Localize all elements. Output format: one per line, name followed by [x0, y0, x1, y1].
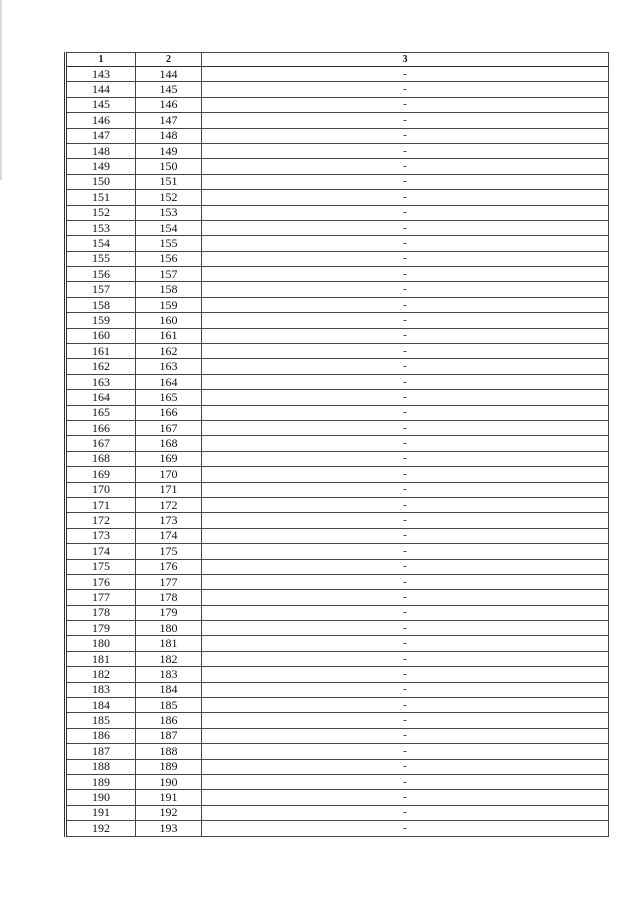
- table-row: [66, 344, 609, 359]
- table-row: [66, 374, 609, 389]
- table-row: [66, 328, 609, 343]
- table-cell-col-2: 169: [136, 451, 202, 466]
- table-cell-col-3: -: [202, 651, 609, 666]
- table-row: [66, 482, 609, 497]
- table-cell-col-1: 170: [66, 482, 136, 497]
- table-cell-col-2: 168: [136, 436, 202, 451]
- table-cell-col-1: 156: [66, 267, 136, 282]
- table-cell-col-3: -: [202, 328, 609, 343]
- table-cell-col-2: 155: [136, 236, 202, 251]
- table-cell-col-2: 190: [136, 774, 202, 789]
- table-cell-col-3: -: [202, 282, 609, 297]
- table-cell-col-2: 180: [136, 621, 202, 636]
- table-row: [66, 528, 609, 543]
- table-row: [66, 513, 609, 528]
- table-cell-col-3: -: [202, 805, 609, 820]
- table-row: [66, 574, 609, 589]
- table-cell-col-1: 166: [66, 420, 136, 435]
- table-cell-col-1: 165: [66, 405, 136, 420]
- table-cell-col-1: 183: [66, 682, 136, 697]
- table-cell-col-2: 145: [136, 82, 202, 97]
- table-row: [66, 559, 609, 574]
- table-cell-col-1: 155: [66, 251, 136, 266]
- table-cell-col-1: 153: [66, 220, 136, 235]
- table-cell-col-1: 152: [66, 205, 136, 220]
- table-body: [66, 67, 609, 837]
- table-row: [66, 97, 609, 112]
- table-cell-col-1: 175: [66, 559, 136, 574]
- table-cell-col-1: 179: [66, 621, 136, 636]
- table-cell-col-1: 150: [66, 174, 136, 189]
- table-cell-col-1: 169: [66, 467, 136, 482]
- table-cell-col-3: -: [202, 574, 609, 589]
- table-cell-col-2: 164: [136, 374, 202, 389]
- table-cell-col-3: -: [202, 605, 609, 620]
- table-row: [66, 190, 609, 205]
- table-row: [66, 420, 609, 435]
- table-row: [66, 451, 609, 466]
- table-cell-col-1: 187: [66, 744, 136, 759]
- table-cell-col-3: -: [202, 497, 609, 512]
- table-row: [66, 605, 609, 620]
- table-cell-col-1: 168: [66, 451, 136, 466]
- table-cell-col-2: 165: [136, 390, 202, 405]
- table-cell-col-2: 192: [136, 805, 202, 820]
- table-cell-col-2: 181: [136, 636, 202, 651]
- table-cell-col-3: -: [202, 390, 609, 405]
- table-cell-col-3: -: [202, 590, 609, 605]
- column-header-1: 1: [66, 53, 136, 67]
- table-cell-col-1: 163: [66, 374, 136, 389]
- table-cell-col-1: 190: [66, 790, 136, 805]
- table-row: [66, 128, 609, 143]
- table-cell-col-1: 161: [66, 344, 136, 359]
- table-row: [66, 205, 609, 220]
- table-cell-col-3: -: [202, 251, 609, 266]
- scan-edge-mark: [0, 0, 2, 180]
- table-cell-col-2: 147: [136, 113, 202, 128]
- table-cell-col-1: 172: [66, 513, 136, 528]
- column-header-3: 3: [202, 53, 609, 67]
- table-row: [66, 436, 609, 451]
- table-cell-col-2: 150: [136, 159, 202, 174]
- table-row: [66, 744, 609, 759]
- table-cell-col-2: 178: [136, 590, 202, 605]
- table-cell-col-2: 160: [136, 313, 202, 328]
- table-cell-col-1: 186: [66, 728, 136, 743]
- table-cell-col-2: 159: [136, 297, 202, 312]
- table-row: [66, 728, 609, 743]
- table-cell-col-2: 167: [136, 420, 202, 435]
- table-cell-col-2: 187: [136, 728, 202, 743]
- table-row: [66, 390, 609, 405]
- table-row: [66, 790, 609, 805]
- table-cell-col-1: 158: [66, 297, 136, 312]
- table-row: [66, 713, 609, 728]
- table-cell-col-3: -: [202, 236, 609, 251]
- table-cell-col-3: -: [202, 482, 609, 497]
- table-cell-col-2: 182: [136, 651, 202, 666]
- header-row: [66, 53, 609, 67]
- table-cell-col-3: -: [202, 67, 609, 82]
- table-cell-col-1: 177: [66, 590, 136, 605]
- table-cell-col-2: 173: [136, 513, 202, 528]
- table-row: [66, 313, 609, 328]
- table-cell-col-3: -: [202, 698, 609, 713]
- table-cell-col-1: 171: [66, 497, 136, 512]
- table-row: [66, 497, 609, 512]
- table-cell-col-1: 145: [66, 97, 136, 112]
- table-cell-col-3: -: [202, 174, 609, 189]
- table-cell-col-3: -: [202, 759, 609, 774]
- table-cell-col-1: 181: [66, 651, 136, 666]
- table-cell-col-2: 158: [136, 282, 202, 297]
- table-cell-col-1: 157: [66, 282, 136, 297]
- table-row: [66, 698, 609, 713]
- table-row: [66, 159, 609, 174]
- table-cell-col-2: 184: [136, 682, 202, 697]
- table-cell-col-2: 166: [136, 405, 202, 420]
- table-cell-col-2: 161: [136, 328, 202, 343]
- table-cell-col-2: 171: [136, 482, 202, 497]
- table-cell-col-1: 143: [66, 67, 136, 82]
- table-cell-col-1: 192: [66, 821, 136, 836]
- table-cell-col-1: 191: [66, 805, 136, 820]
- table-row: [66, 220, 609, 235]
- table-cell-col-3: -: [202, 728, 609, 743]
- table-cell-col-3: -: [202, 713, 609, 728]
- table-cell-col-2: 185: [136, 698, 202, 713]
- table-cell-col-3: -: [202, 621, 609, 636]
- data-table: [64, 52, 609, 837]
- table-cell-col-1: 174: [66, 544, 136, 559]
- column-header-2: 2: [136, 53, 202, 67]
- table-row: [66, 667, 609, 682]
- table-cell-col-3: -: [202, 528, 609, 543]
- table-cell-col-2: 193: [136, 821, 202, 836]
- table-cell-col-3: -: [202, 205, 609, 220]
- table-cell-col-1: 176: [66, 574, 136, 589]
- table-row: [66, 251, 609, 266]
- table-cell-col-1: 167: [66, 436, 136, 451]
- table-cell-col-2: 174: [136, 528, 202, 543]
- table-cell-col-3: -: [202, 267, 609, 282]
- table-cell-col-2: 154: [136, 220, 202, 235]
- table-row: [66, 405, 609, 420]
- table-row: [66, 805, 609, 820]
- table-row: [66, 682, 609, 697]
- table-cell-col-2: 156: [136, 251, 202, 266]
- table-row: [66, 143, 609, 158]
- table-cell-col-3: -: [202, 682, 609, 697]
- table-cell-col-3: -: [202, 467, 609, 482]
- table-row: [66, 297, 609, 312]
- table-row: [66, 759, 609, 774]
- table-row: [66, 236, 609, 251]
- table-cell-col-2: 179: [136, 605, 202, 620]
- table-row: [66, 267, 609, 282]
- table-cell-col-1: 149: [66, 159, 136, 174]
- table-cell-col-2: 144: [136, 67, 202, 82]
- table-row: [66, 544, 609, 559]
- table-cell-col-1: 159: [66, 313, 136, 328]
- table-cell-col-2: 189: [136, 759, 202, 774]
- table-cell-col-1: 180: [66, 636, 136, 651]
- table-cell-col-2: 163: [136, 359, 202, 374]
- table-cell-col-2: 153: [136, 205, 202, 220]
- table-row: [66, 774, 609, 789]
- table-cell-col-1: 147: [66, 128, 136, 143]
- table-cell-col-2: 152: [136, 190, 202, 205]
- table-row: [66, 636, 609, 651]
- table-cell-col-3: -: [202, 636, 609, 651]
- table-row: [66, 651, 609, 666]
- table-cell-col-3: -: [202, 744, 609, 759]
- table-cell-col-3: -: [202, 667, 609, 682]
- table-cell-col-2: 146: [136, 97, 202, 112]
- table-cell-col-2: 183: [136, 667, 202, 682]
- table-cell-col-2: 191: [136, 790, 202, 805]
- table-cell-col-3: -: [202, 113, 609, 128]
- table-row: [66, 174, 609, 189]
- table-cell-col-2: 186: [136, 713, 202, 728]
- table-cell-col-3: -: [202, 420, 609, 435]
- table-header: [66, 53, 609, 67]
- table-row: [66, 113, 609, 128]
- table-cell-col-2: 151: [136, 174, 202, 189]
- table-cell-col-3: -: [202, 220, 609, 235]
- table-row: [66, 67, 609, 82]
- table-cell-col-3: -: [202, 82, 609, 97]
- table-cell-col-3: -: [202, 436, 609, 451]
- table-cell-col-3: -: [202, 313, 609, 328]
- table-cell-col-3: -: [202, 790, 609, 805]
- table-cell-col-3: -: [202, 359, 609, 374]
- table-cell-col-3: -: [202, 128, 609, 143]
- table-row: [66, 821, 609, 836]
- table-cell-col-1: 178: [66, 605, 136, 620]
- table-cell-col-2: 162: [136, 344, 202, 359]
- table-cell-col-1: 151: [66, 190, 136, 205]
- table-row: [66, 359, 609, 374]
- table-cell-col-2: 175: [136, 544, 202, 559]
- table-cell-col-1: 146: [66, 113, 136, 128]
- table-cell-col-3: -: [202, 159, 609, 174]
- table-cell-col-1: 184: [66, 698, 136, 713]
- table-cell-col-1: 160: [66, 328, 136, 343]
- table-cell-col-1: 188: [66, 759, 136, 774]
- table-cell-col-1: 148: [66, 143, 136, 158]
- table-cell-col-2: 172: [136, 497, 202, 512]
- table-row: [66, 467, 609, 482]
- table-cell-col-1: 162: [66, 359, 136, 374]
- table-row: [66, 621, 609, 636]
- table-cell-col-3: -: [202, 405, 609, 420]
- table-cell-col-1: 182: [66, 667, 136, 682]
- table-cell-col-2: 188: [136, 744, 202, 759]
- table-row: [66, 82, 609, 97]
- table-cell-col-3: -: [202, 821, 609, 836]
- table-cell-col-1: 173: [66, 528, 136, 543]
- table-cell-col-2: 170: [136, 467, 202, 482]
- table-cell-col-3: -: [202, 451, 609, 466]
- table-cell-col-3: -: [202, 374, 609, 389]
- table-cell-col-2: 157: [136, 267, 202, 282]
- table-cell-col-3: -: [202, 97, 609, 112]
- table-cell-col-3: -: [202, 143, 609, 158]
- table-cell-col-3: -: [202, 544, 609, 559]
- table-cell-col-1: 189: [66, 774, 136, 789]
- table-cell-col-2: 148: [136, 128, 202, 143]
- table-cell-col-1: 164: [66, 390, 136, 405]
- table-cell-col-2: 149: [136, 143, 202, 158]
- table-cell-col-3: -: [202, 297, 609, 312]
- table-cell-col-1: 144: [66, 82, 136, 97]
- table-row: [66, 590, 609, 605]
- table-cell-col-1: 185: [66, 713, 136, 728]
- table-cell-col-3: -: [202, 559, 609, 574]
- table-cell-col-2: 176: [136, 559, 202, 574]
- table-cell-col-3: -: [202, 190, 609, 205]
- table-cell-col-3: -: [202, 344, 609, 359]
- table-cell-col-3: -: [202, 774, 609, 789]
- table-cell-col-2: 177: [136, 574, 202, 589]
- table-cell-col-1: 154: [66, 236, 136, 251]
- table-row: [66, 282, 609, 297]
- table-cell-col-3: -: [202, 513, 609, 528]
